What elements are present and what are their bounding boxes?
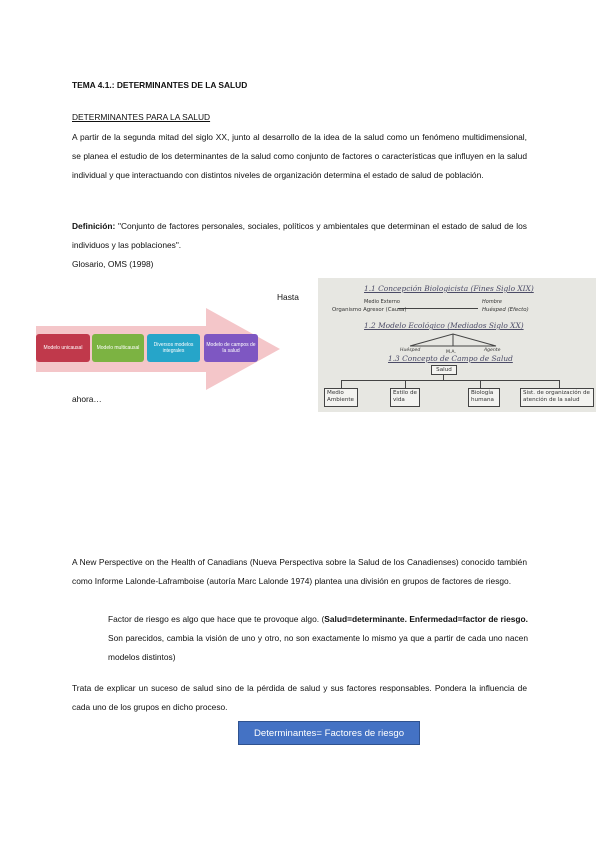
diagram-box-unicausal: Modelo unicausal xyxy=(36,334,90,362)
scan-heading-3: 1.3 Concepto de Campo de Salud xyxy=(388,354,513,363)
risk-rest: Son parecidos, cambia la visión de uno y otro, no son exactamente lo mismo ya que a partir de cada uno nacen modelos distintos) xyxy=(108,633,528,662)
scanned-model-figure xyxy=(318,278,596,412)
risk-bold: Salud=determinante. Enfermedad=factor de riesgo. xyxy=(324,614,528,624)
intro-paragraph: A partir de la segunda mitad del siglo XX, junto al desarrollo de la idea de la salud como un fenómeno multidimensional, se planea el estudio de los determinantes de la salud como conjunto de factores o características que influyen en la salud individual y que interactuando con distintos niveles de organización determina el estado de salud de población. xyxy=(72,132,527,180)
scan-leaf-sistema: Sist. de organización de atención de la salud xyxy=(520,388,594,407)
scan-ecological-triangle xyxy=(408,332,498,348)
diagram-box-multicausal: Modelo multicausal xyxy=(92,334,144,362)
ahora-label: ahora… xyxy=(72,394,102,404)
risk-intro: Factor de riesgo es algo que hace que te provoque algo. ( xyxy=(108,614,325,624)
scan-drop-3 xyxy=(480,380,481,388)
scan-leaf-medio-ambiente: Medio Ambiente xyxy=(324,388,358,407)
scan-drop-4 xyxy=(559,380,560,388)
scan-salud-box: Salud xyxy=(431,365,457,375)
scan-ma: M.A. xyxy=(446,350,456,355)
diagram-box-campos: Modelo de campos de la salud xyxy=(204,334,258,362)
risk-factor-paragraph xyxy=(108,610,528,667)
scan-agente: Agente xyxy=(484,348,501,353)
page-title: TEMA 4.1.: DETERMINANTES DE LA SALUD xyxy=(72,80,248,90)
diagram-box-integrales: Diversos modelos integrales xyxy=(147,334,200,362)
scan-leaf-biologia: Biología humana xyxy=(468,388,500,407)
definition-text: "Conjunto de factores personales, sociales, políticos y ambientales que determinan el estado de salud de los individuos y las poblaciones". xyxy=(72,221,527,250)
scan-leaf-estilo-vida: Estilo de vida xyxy=(390,388,420,407)
scan-branch-line xyxy=(341,380,559,381)
scan-medio-externo: Medio Externo xyxy=(364,299,400,305)
scan-hombre: Hombre xyxy=(482,299,502,305)
scan-drop-2 xyxy=(405,380,406,388)
scan-link-line-1 xyxy=(398,308,478,309)
scan-organismo-agresor: Organismo Agresor (Causa) xyxy=(332,307,407,313)
lalonde-paragraph: A New Perspective on the Health of Canadians (Nueva Perspectiva sobre la Salud de los Canadienses) conocido también como Informe Lalonde-Laframboise (autoría Marc Lalonde 1974) plantea una división en grupos de factores de riesgo. xyxy=(72,557,527,586)
definition-paragraph xyxy=(72,217,527,255)
determinants-callout-box: Determinantes= Factores de riesgo xyxy=(238,721,420,745)
scan-drop-1 xyxy=(341,380,342,388)
section-subtitle: DETERMINANTES PARA LA SALUD xyxy=(72,112,211,122)
scan-huesped-efecto: Huésped (Efecto) xyxy=(482,307,529,313)
scan-huesped: Huésped xyxy=(400,348,421,353)
hasta-label: Hasta xyxy=(277,292,299,302)
definition-label: Definición: xyxy=(72,221,116,231)
scan-heading-1: 1.1 Concepción Biologicista (Fines Siglo XIX) xyxy=(364,284,534,293)
scan-heading-2: 1.2 Modelo Ecológico (Mediados Siglo XX) xyxy=(364,321,524,330)
closing-paragraph: Trata de explicar un suceso de salud sino de la pérdida de salud y sus factores responsables. Pondera la influencia de cada uno de los grupos en dicho proceso. xyxy=(72,683,527,712)
glosario-citation: Glosario, OMS (1998) xyxy=(72,259,154,269)
